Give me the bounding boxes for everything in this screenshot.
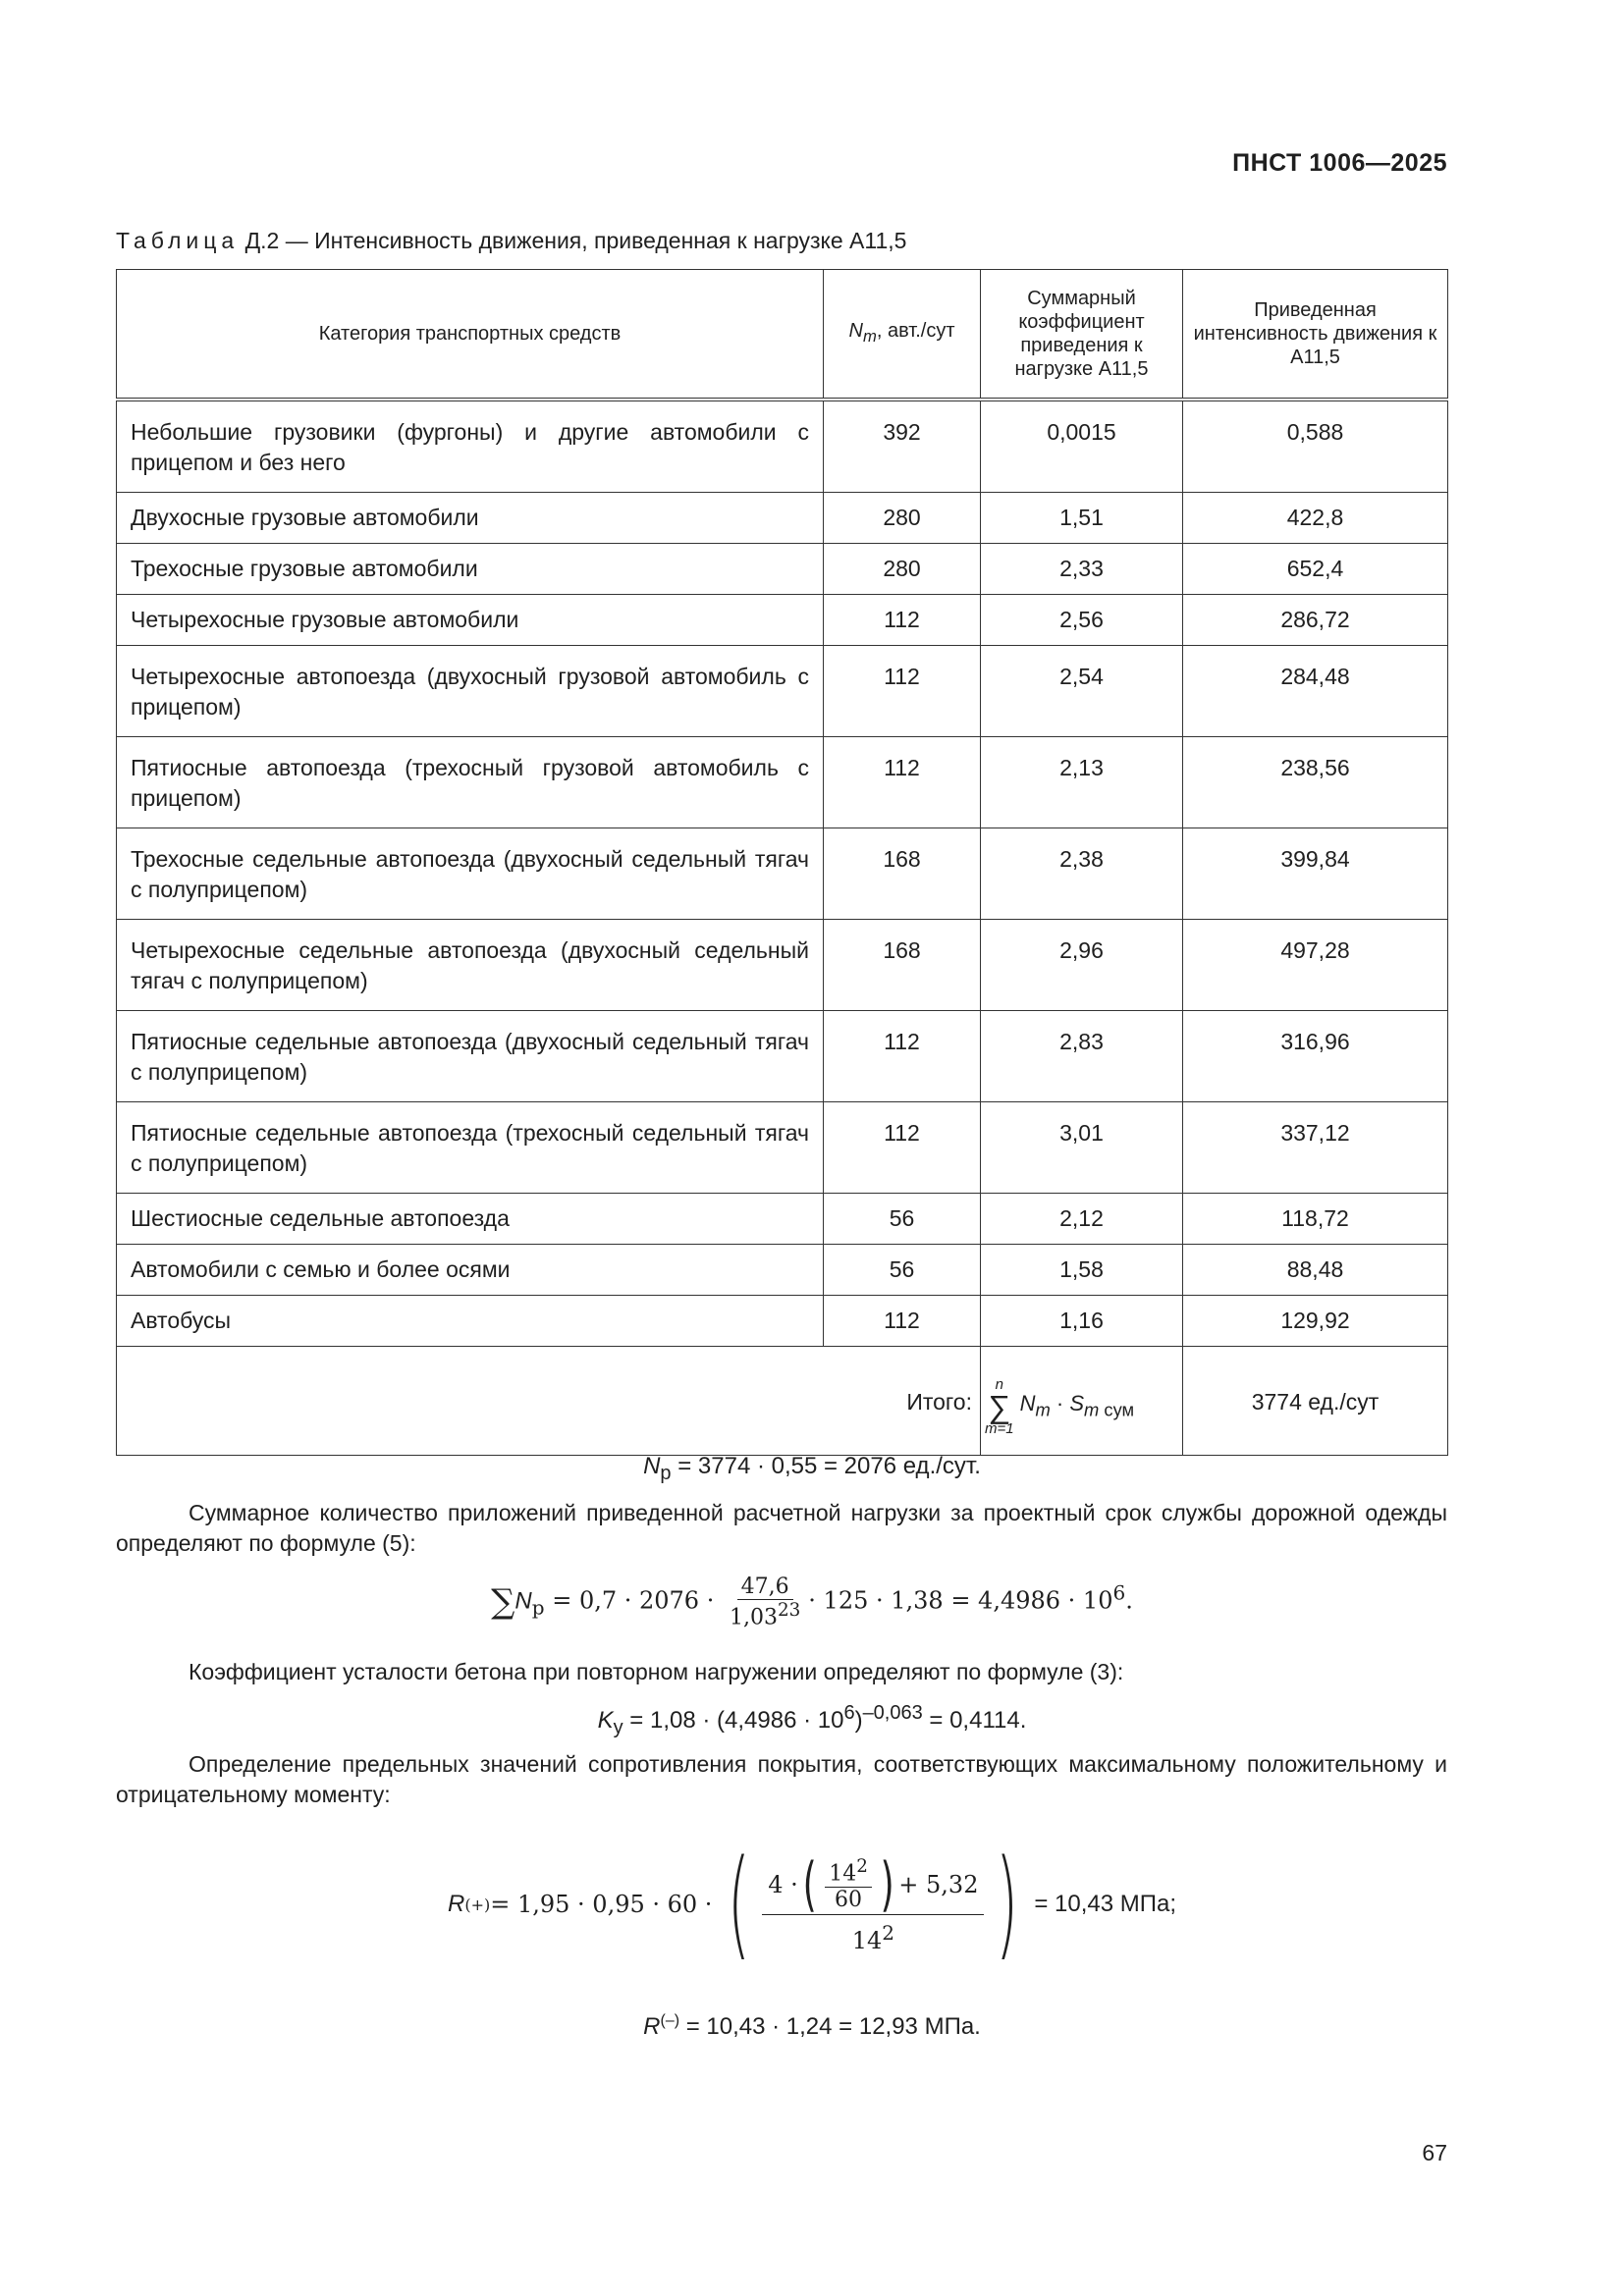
row-coefficient: 2,83: [981, 1011, 1183, 1102]
row-nm: 56: [824, 1245, 981, 1296]
formula-sum-np: $\sum N_р = 0,7 \cdot 2076$ · $\frac{47,6}{1,03^{23}}$ · $125 \cdot 1,38 = 4,4986 \cdot 10^6$.: [491, 1575, 1133, 1630]
row-nm: 56: [824, 1194, 981, 1245]
formula-ky: $K_у = 1,08 \cdot (4,4986 \cdot 10^6)^{-0,063} = 0,4114$.: [597, 1702, 1027, 1738]
table-row: [117, 920, 1448, 1011]
header-intensity: Приведенная интенсивность движения к А11,5: [1183, 270, 1448, 400]
total-value: 3774 ед./сут: [1183, 1347, 1448, 1456]
row-intensity: 422,8: [1183, 493, 1448, 544]
formula-r-minus: R(–) = 10,43 · 1,24 = 12,93 МПа.: [643, 2012, 981, 2040]
row-category: Четырехосные седельные автопоезда (двухосный седельный тягач с полуприцепом): [117, 920, 824, 1011]
row-category: Пятиосные автопоезда (трехосный грузовой автомобиль с прицепом): [117, 737, 824, 828]
sum-upper-limit: n: [995, 1375, 1003, 1393]
row-nm: 112: [824, 737, 981, 828]
table-row: [117, 400, 1448, 493]
table-row: [117, 1245, 1448, 1296]
row-category: Автомобили с семью и более осями: [117, 1245, 824, 1296]
row-nm: 168: [824, 920, 981, 1011]
table-caption-text: Д.2 — Интенсивность движения, приведенная к нагрузке А11,5: [239, 228, 907, 253]
row-category: Небольшие грузовики (фургоны) и другие автомобили с прицепом и без него: [117, 400, 824, 493]
row-category: Пятиосные седельные автопоезда (двухосный седельный тягач с полуприцепом): [117, 1011, 824, 1102]
table-caption: [116, 228, 906, 254]
traffic-intensity-table: [116, 269, 1448, 1456]
document-code: ПНСТ 1006—2025: [1232, 149, 1447, 177]
total-label: Итого:: [117, 1347, 981, 1456]
formula-np: $N_р = 3774 \cdot 0,55 = 2076$ ед./сут.: [643, 1453, 981, 1484]
row-category: Трехосные седельные автопоезда (двухосный седельный тягач с полуприцепом): [117, 828, 824, 920]
table-row: [117, 595, 1448, 646]
header-coefficient: Суммарный коэффициент приведения к нагрузке А11,5: [981, 270, 1183, 400]
row-coefficient: 2,56: [981, 595, 1183, 646]
row-nm: 392: [824, 400, 981, 493]
table-total-row: [117, 1347, 1448, 1456]
sigma-icon: ∑: [988, 1388, 1011, 1424]
row-coefficient: 0,0015: [981, 400, 1183, 493]
row-coefficient: 2,13: [981, 737, 1183, 828]
table-row: [117, 1194, 1448, 1245]
row-coefficient: 2,96: [981, 920, 1183, 1011]
paragraph-limit-values: Определение предельных значений сопротивления покрытия, соответствующих максимальному положительному и отрицательному моменту:: [116, 1751, 1447, 1807]
row-nm: 112: [824, 1296, 981, 1347]
sum-lower-limit: m=1: [985, 1419, 1014, 1437]
header-category: Категория транспортных средств: [117, 270, 824, 400]
table-header-row: [117, 270, 1448, 400]
paragraph-total-applications: Суммарное количество приложений приведенной расчетной нагрузки за проектный срок службы дорожной одежды определяют по формуле (5):: [116, 1500, 1447, 1556]
row-intensity: 0,588: [1183, 400, 1448, 493]
row-category: Трехосные грузовые автомобили: [117, 544, 824, 595]
row-intensity: 88,48: [1183, 1245, 1448, 1296]
sum-sigma-icon: ∑: [491, 1582, 515, 1623]
row-intensity: 316,96: [1183, 1011, 1448, 1102]
table-row: [117, 737, 1448, 828]
table-row: [117, 1011, 1448, 1102]
row-nm: 168: [824, 828, 981, 920]
table-caption-prefix: Таблица: [116, 228, 240, 253]
row-intensity: 286,72: [1183, 595, 1448, 646]
row-nm: 112: [824, 1011, 981, 1102]
table-row: [117, 493, 1448, 544]
table-row: [117, 646, 1448, 737]
row-coefficient: 1,58: [981, 1245, 1183, 1296]
row-intensity: 497,28: [1183, 920, 1448, 1011]
row-intensity: 129,92: [1183, 1296, 1448, 1347]
row-coefficient: 1,16: [981, 1296, 1183, 1347]
formula-r-plus: R (+) = 1,95 · 0,95 · 60 · ( 4 · ( $\frac{14^2}{60}$ ) + 5,32 $14^2$ ) = 10,43 МПа;: [448, 1836, 1176, 1972]
row-nm: 112: [824, 646, 981, 737]
table-row: [117, 1296, 1448, 1347]
header-nm: $N_m$, авт./сут: [824, 270, 981, 400]
row-coefficient: 3,01: [981, 1102, 1183, 1194]
row-nm: 280: [824, 493, 981, 544]
row-intensity: 337,12: [1183, 1102, 1448, 1194]
row-coefficient: 2,38: [981, 828, 1183, 920]
row-category: Шестиосные седельные автопоезда: [117, 1194, 824, 1245]
row-nm: 112: [824, 1102, 981, 1194]
row-intensity: 399,84: [1183, 828, 1448, 920]
table-row: [117, 1102, 1448, 1194]
row-coefficient: 2,54: [981, 646, 1183, 737]
row-nm: 112: [824, 595, 981, 646]
row-nm: 280: [824, 544, 981, 595]
row-intensity: 652,4: [1183, 544, 1448, 595]
row-intensity: 284,48: [1183, 646, 1448, 737]
paragraph-fatigue-coefficient: Коэффициент усталости бетона при повторном нагружении определяют по формуле (3):: [189, 1659, 1124, 1684]
table-row: [117, 544, 1448, 595]
row-category: Автобусы: [117, 1296, 824, 1347]
row-category: Четырехосные грузовые автомобили: [117, 595, 824, 646]
row-coefficient: 2,12: [981, 1194, 1183, 1245]
table-row: [117, 828, 1448, 920]
total-formula: n ∑ m=1 $N_m \cdot S_{m сум}$: [981, 1347, 1183, 1456]
page-number: 67: [1422, 2140, 1447, 2165]
row-coefficient: 2,33: [981, 544, 1183, 595]
row-intensity: 238,56: [1183, 737, 1448, 828]
row-intensity: 118,72: [1183, 1194, 1448, 1245]
row-category: Четырехосные автопоезда (двухосный грузовой автомобиль с прицепом): [117, 646, 824, 737]
row-coefficient: 1,51: [981, 493, 1183, 544]
row-category: Двухосные грузовые автомобили: [117, 493, 824, 544]
row-category: Пятиосные седельные автопоезда (трехосный седельный тягач с полуприцепом): [117, 1102, 824, 1194]
